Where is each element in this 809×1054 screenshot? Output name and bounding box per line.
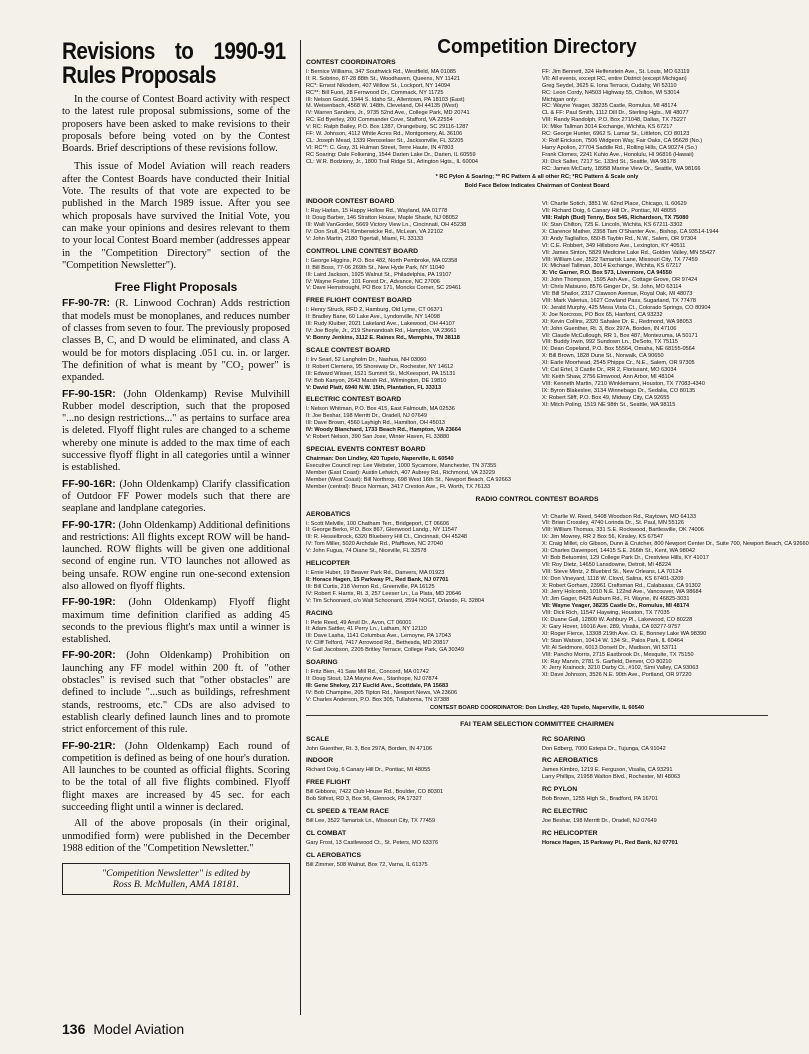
directory-entry: Bill Lee, 3522 Tamarisk Ln., Missouri City, TX 77459: [306, 818, 436, 825]
board-heading: AEROBATICS: [306, 510, 351, 518]
board-heading: SCALE: [306, 735, 330, 743]
directory-entry: VII: All events, except RC, entire District (except Michigan): [542, 75, 687, 82]
directory-entry: VIII: William Thomas, 331 S.E. Rockwood, Bartlesville, OK 74006: [542, 527, 704, 534]
board-heading: RC HELICOPTER: [542, 830, 598, 838]
directory-entry: III: Bill Curtis, 218 Vernon Rd., Greenville, PA 16125: [306, 583, 435, 590]
directory-entry: IV: Don Srull, 341 Kimberwicke Rd., McLean, VA 22102: [306, 229, 444, 236]
directory-entry: VII: Al Seidmore, 6013 Dorsett Dr., Madison, WI 53711: [542, 644, 677, 651]
directory-entry: IX: Jim Mowrey, RR 2 Box 56, Kinsley, KS 67547: [542, 534, 664, 541]
directory-entry: I: Ray Harlan, 15 Happy Hollow Rd., Wayland, MA 01778: [306, 208, 448, 215]
directory-entry: IX: Ray Marvin, 2781 S. Garfield, Denver, CO 80210: [542, 658, 672, 665]
directory-entry: FF: W. Johnson, 4112 White Acres Rd., Montgomery, AL 36106: [306, 131, 463, 138]
directory-entry: VI: Bob Betuomini, 129 College Park Dr., Crestview Hills, KY 41017: [542, 554, 709, 561]
board-heading: FREE FLIGHT: [306, 779, 351, 787]
directory-entry: XI: Roger Fierce, 13308 219th Ave. Ct. E, Bonney Lake WA 98390: [542, 630, 707, 637]
directory-entry: XI: Earle Moorhead, 2545 Phipps Cr., N.E., Salem, OR 97305: [542, 360, 695, 367]
directory-entry: XI: Andy Tagliafico, 650-B Taybin Rd., N.W., Salem, OR 97304: [542, 235, 697, 242]
directory-entry: VIII: Buddy Irwin, 992 Sundown Ln., DeSoto, TX 75115: [542, 339, 678, 346]
directory-entry: FF: Jim Bennett, 324 Helfenstein Ave., St. Louis, MO 63119: [542, 68, 690, 75]
board-heading: RACING: [306, 609, 333, 617]
coordinators-heading: CONTEST COORDINATORS: [306, 58, 396, 66]
directory-entry: V: Tim Schoonard, c/o Walt Schoonard, 2594 NOGT, Orlando, FL 32804: [306, 597, 485, 604]
directory-entry: Bill Gibbons, 7422 Club House Rd., Boulder, CO 80301: [306, 789, 444, 796]
directory-entry: IX: Michael Tallman, 3014 Exchange, Wichita, KS 67217: [542, 263, 682, 270]
directory-entry: II: Robert Clemens, 95 Shoreway Dr., Rochester, NY 14612: [306, 363, 454, 370]
proposal-item: [62, 520, 290, 594]
directory-entry: VI: RC**: C. Gray, 31 Hulman Street, Terre Haute, IN 47803: [306, 144, 454, 151]
article-title: Revisions to 1990-91 Rules Proposals: [62, 38, 286, 89]
directory-entry: Don Edberg, 7000 Estepa Dr., Tujunga, CA 91042: [542, 745, 666, 752]
board-heading: ELECTRIC CONTEST BOARD: [306, 396, 402, 404]
proposal-text: (John Oldenkamp) Prohibition on launching any FF model within 200 ft. of "other obstacles" is revised such that "other obstacles" are defined to include "...such as buildings, refreshment stands, restrooms, etc." CDs are also advised to establish clearly defined launch lines and to promote strict enforcement of this rule.: [62, 650, 290, 736]
directory-entry: VII: Keith Shaw, 2756 Elmwood, Ann Arbor, MI 48104: [542, 373, 674, 380]
directory-entry: I: Irv Searl, 52 Langholm Dr., Nashua, NH 03060: [306, 356, 427, 363]
directory-entry: V: Dave Hemstrought, PO Box 171, Moncks Corner, SC 29461: [306, 285, 462, 292]
directory-entry: X: Jerry Krainock, 3210 Darby Ct., #102, Simi Valley, CA 93063: [542, 665, 699, 672]
coordinators-right: [542, 69, 768, 173]
directory-entry: IX: Don Vineyard, 1118 W. Clovd, Salina, KS 67401-3209: [542, 575, 684, 582]
directory-entry: II: Doug Barber, 146 Stratton House, Maple Shade, NJ 08052: [306, 215, 459, 222]
directory-entry: Harry Apolion, 27704 Saddle Rd., Rolling Hills, CA 90274 (So.): [542, 144, 698, 151]
directory-entry: M. Weisenbach, 4568 W. 148th, Cleveland, OH 44135 (West): [306, 103, 459, 110]
directory-entry: RC: James McCarty, 18958 Marine View Dr., Seattle, WA 98166: [542, 165, 701, 172]
directory-entry: IV: Bob Kanyon, 2643 Marsh Rd., Wilmington, DE 19810: [306, 377, 447, 384]
contest-boards-block: [306, 193, 768, 490]
fai-heading: FAI TEAM SELECTION COMMITTEE CHAIRMEN: [460, 720, 614, 728]
directory-entry: VII: Claude McCullough, RR 1, Box 487, Montezuma, IA 50171: [542, 332, 698, 339]
proposal-text: (John Oldenkamp) Each round of competition is defined as being of one hour's duration. All launches to be counted as official flights. Scoring to be the total of all five flights combined. Flyoff flight maxes are increased by 45 sec. for each succeeding flight until a winner is declared.: [62, 740, 290, 814]
directory-entry: IX: Duane Gall, 12800 W. Ashbury Pl., Lakewood, CO 80228: [542, 617, 693, 624]
credit-line: "Competition Newsletter" is edited by: [101, 868, 251, 880]
board-heading: CL COMBAT: [306, 830, 347, 838]
directory-entry: II: Doug Stout, 12A Mayne Ave., Stanhope, NJ 07874: [306, 676, 438, 682]
proposal-text: (John Oldenkamp) Flyoff flight maximum time definition clarified as adding 45 seconds to the previous flight's max until a winner is established.: [62, 597, 290, 646]
directory-entry: VII: Richard Doig, 6 Canary Hill Dr., Pontiac, MI 48055: [542, 208, 677, 215]
directory-entry: X: Bill Brown, 1828 Dune St., Norwalk, CA 90650: [542, 353, 664, 360]
board-heading: SOARING: [306, 659, 338, 667]
directory-entry: IV: Joe Boyle, Jr., 219 Shenandoah Rd., Hampton, VA 23661: [306, 328, 457, 335]
directory-entry: Richard Doig, 6 Canary Hill Dr., Pontiac, MI 48055: [306, 767, 431, 774]
intro-paragraph: This issue of Model Aviation will reach readers after the Contest Boards have conducted their Initial Vote. The results of that vote are expected to be published in the March 1989 issue. After you see which proposals have survived the Initial Vote, you can make your opinions and desires relevant to them to your local Contest Board member (addresses appear in the "Competition Directory" section of the "Competition Newsletter").: [62, 161, 290, 271]
directory-entry: Horace Hagen, 15 Parkway Pl., Red Bank, NJ 07701: [542, 840, 678, 847]
proposal-item: [62, 479, 290, 516]
directory-entry: Joe Beshar, 198 Merritt Dr., Oradell, NJ 07649: [542, 818, 657, 825]
directory-entry: X: Craig Millet, c/o Gibson, Dunn & Crutcher, 800 Newport Center Dr., Suite 700, Newport Beach, CA 92660: [542, 541, 809, 548]
directory-entry: V: John Martin, 2180 Tigertail, Miami, FL 33133: [306, 235, 424, 242]
proposal-id: FF-90-16R:: [62, 478, 116, 490]
rc-boards-block: [306, 506, 809, 704]
proposal-text: (John Oldenkamp) Additional definitions and restrictions: All flights except ROW will be hand-launched. ROW flights will be given one additional second of engine run. VTO launches not allowed as being unsafe. ROW engine run one-second extension also allowed on flyoff flights.: [62, 519, 290, 592]
directory-entry: X: Clarence Mather, 2358 Tam O'Shanter Ave., Bishop, CA 93514-1944: [542, 228, 719, 235]
directory-entry: Gary Frost, 13 Castlewood Ct., St. Peters, MO 63376: [306, 840, 439, 847]
directory-entry: VI: Charlie Sotich, 3851 W. 62nd Place, Chicago, IL 60629: [542, 201, 687, 208]
directory-entry: X: Gary Hover, 16016 Ave. 289, Visalia, CA 93277-9757: [542, 624, 681, 630]
directory-entry: CL & FF: Paul Smith, 1112 Dill Dr., Sterling Hgts., MI 48077: [542, 110, 689, 117]
editor-credit-box: [62, 863, 290, 895]
proposal-item: [62, 650, 290, 736]
directory-entry: I: Scott Melville, 100 Chatham Terr., Bridgeport, CT 06606: [306, 520, 450, 527]
directory-entry: IX: Jerald Murphy, 425 Mesa Vista Ct., Colorado Springs, CO 80904: [542, 304, 711, 311]
directory-entry: I: Bernice Williams, 347 Southwick Rd., Westfield, MA 01085: [306, 68, 457, 75]
directory-entry: VI: Cal Ertel, 3 Castle Dr., RR 2, Florissant, MO 63034: [542, 367, 677, 374]
directory-entry: III: Dave Brown, 4560 Layhigh Rd., Hamilton, OH 45013: [306, 420, 445, 427]
directory-entry: IV: Warren Sanders, Jr., 9735 52nd Ave., College Park, MD 20741: [306, 110, 470, 117]
directory-entry: XI: Jerry Holcomb, 1010 N.E. 122nd Ave., Vancouver, WA 98684: [542, 589, 702, 596]
directory-entry: XI: Kevin Collins, 2320 Sahalee Dr. E., Redmond, WA 98053: [542, 318, 692, 325]
directory-entry: Frank Clomes, 2241 Kuhio Ave., Honolulu, HI 96816 (Hawaii): [542, 151, 694, 158]
directory-entry: II: Joe Beshar, 198 Merritt Dr., Oradell, NJ 07649: [306, 413, 427, 420]
fai-right: [542, 731, 768, 869]
board-heading: SPECIAL EVENTS CONTEST BOARD: [306, 445, 426, 453]
directory-entry: Michigan only:: [542, 96, 578, 103]
directory-entry: RC: Wayne Yeager, 38235 Castle, Romulus, MI 48174: [542, 103, 677, 110]
directory-entry: VI: Charlie W. Reed, 5408 Woodson Rd., Raytown, MO 64133: [542, 513, 697, 520]
rc-boards-heading: RADIO CONTROL CONTEST BOARDS: [475, 495, 599, 503]
directory-entry: XI: Charles Davenport, 14415 S.E. 266th St., Kent, WA 98042: [542, 548, 696, 555]
directory-entry: X: Joe Norcross, PO Box 65, Hanford, CA 93232: [542, 311, 663, 318]
directory-entry: VI: John Guenther, Rt. 3, Box 297A, Borden, IN 47106: [542, 325, 677, 332]
directory-entry: Greg Seydel, 3625 E. Iona Terrace, Cudahy, WI 53110: [542, 82, 677, 89]
directory-entry: Member (West Coast): Bill Northrop, 698 West 16th St., Newport Beach, CA 92663: [306, 476, 511, 483]
directory-entry: I: Nelson Whitman, P.O. Box 415, East Falmouth, MA 02536: [306, 406, 455, 413]
directory-entry: Bob Brown, 1255 High St., Bradford, PA 16701: [542, 796, 658, 803]
rc-boards-right: [542, 506, 809, 704]
directory-entry: John Guenther, Rt. 3, Box 297A, Borden, IN 47106: [306, 745, 432, 752]
directory-entry: II: Bill Boss, 77-06 269th St., New Hyde Park, NY 11040: [306, 264, 445, 271]
directory-entry: V: John Fugua, 74 Diane St., Niceville, FL 32578: [306, 548, 427, 555]
directory-entry: III: Edward Wisser, 1521 Summit St., McKeesport, PA 15131: [306, 370, 456, 377]
proposal-item: [62, 389, 290, 475]
directory-entry: Larry Phillips, 21958 Walton Blvd., Rochester, MI 48063: [542, 774, 681, 781]
directory-entry: VI: C.E. Robbert, 349 Hillsboro Ave., Lexington, KY 40511: [542, 242, 686, 249]
directory-entry: IV: Cliff Telford, 7417 Arrowood Rd., Bethesda, MD 20817: [306, 640, 449, 647]
directory-entry: RC*: Ernest Nikodem, 407 Willow St., Lockport, NY 14094: [306, 82, 451, 89]
directory-entry: V: David Platt, 6940 N.W. 15th, Plantation, FL 33313: [306, 384, 442, 391]
directory-entry: VIII: Steve Mintz, 2 Bluebird St., New Orleans, LA 70124: [542, 568, 682, 575]
directory-entry: I: Ernie Huber, 19 Beaver Park Rd., Danvers, MA 01923: [306, 570, 445, 577]
directory-entry: I: George Higgins, P.O. Box 482, North Pembroke, MA 02358: [306, 257, 458, 264]
directory-entry: III: R. Hesselbrock, 6320 Blueberry Hill Ct., Cincinnati, OH 45248: [306, 534, 468, 541]
directory-entry: IV: Wayne Foster, 101 Forest Dr., Advance, NC 27006: [306, 278, 440, 285]
page-number: 136: [62, 1021, 86, 1037]
board-heading: RC PYLON: [542, 786, 578, 794]
directory-entry: RC: George Hunter, 6962 S. Lamar St., Littleton, CO 80123: [542, 131, 690, 138]
proposal-text: (R. Linwood Cochran) Adds restriction that models must be monoplanes, and reduces number of classes from seven to four. The previously proposed classes B, C, and D would be eliminated, and class A would be for motors displacing .051 cu. in. or larger. The definition of what is meant by "CO₂ power" is expanded.: [62, 298, 290, 384]
proposal-list: [62, 298, 290, 814]
directory-entry: Executive Council rep: Lee Webster, 1000 Sycamore, Manchester, TN 37355: [306, 462, 497, 469]
directory-entry: VI: Jim Gager, 8425 Auburn Rd., Ft. Wayne, IN 46825-3031: [542, 596, 690, 603]
directory-entry: X: Rolf Erickson, 7506 Widgeon Way, Fair Oaks, CA 95628 (No.): [542, 137, 703, 144]
board-heading: RC SOARING: [542, 735, 586, 743]
directory-entry: VIII: Randy Randolph, P.O. Box 271048, Dallas, TX 75227: [542, 117, 687, 124]
coordinators-left: [306, 69, 532, 173]
directory-entry: VII: James Sinton, 5829 Medicine Lake Rd., Golden Valley, MN 55427: [542, 249, 716, 256]
directory-entry: V: Bonny Jenkins, 3112 E. Raines Rd., Memphis, TN 38118: [306, 335, 460, 341]
directory-entry: VI: Stan Watson, 10414 W. 134 St., Palos Park, IL 60464: [542, 637, 684, 644]
directory-entry: IX: Mike Tallman 3014 Exchange, Wichita, KS 67217: [542, 124, 673, 131]
proposal-id: FF-90-21R:: [62, 740, 116, 752]
directory-entry: X: Vic Garner, P.O. Box 573, Livermore, CA 94550: [542, 270, 672, 277]
directory-entry: V: Gail Jacobson, 2205 Britley Terrace, College Park, GA 30349: [306, 647, 464, 654]
directory-entry: CL: Joseph Mead, 1339 Rensselaer St., Jacksonville, FL 32205: [306, 137, 464, 144]
board-heading: FREE FLIGHT CONTEST BOARD: [306, 297, 412, 305]
board-heading: INDOOR: [306, 757, 334, 765]
directory-entry: III: Gene Shekey, 217 Euclid Ave., Scottdale, PA 15683: [306, 682, 449, 689]
directory-entry: III: Rudy Kluiber, 2021 Lakeland Ave., Lakewood, OH 44107: [306, 321, 455, 328]
directory-entry: I: Henry Struck, RFD 2, Hamburg, Old Lyme, CT 06371: [306, 307, 443, 314]
proposal-text: (John Oldenkamp) Revise Mulvihill Rubber model description, such that the proposed "...no design restrictions..." as pertains to surface area is deleted. Flyoff flight rules are changed to a scheme whereby one minute is added to the max time of each successive flyoff flight in all categories until a winner is established.: [62, 388, 290, 474]
divider: [306, 715, 768, 716]
proposal-id: FF-90-15R:: [62, 388, 116, 400]
directory-entry: III: Dave Lasha, 1141 Columbus Ave., Lemoyne, PA 17043: [306, 633, 451, 640]
directory-entry: Member (central): Bruce Norman, 3417 Creston Ave., Ft. Worth, TX 76133: [306, 483, 491, 490]
competition-directory: [306, 36, 809, 869]
column-divider: [300, 40, 301, 1015]
directory-entry: IV: Robert F. Harris, Rt. 3, 257 Leeser Ln., La Plata, MD 20646: [306, 590, 462, 597]
directory-entry: Bob Stifest, RD 3, Box 56, Glenrock, PA 17327: [306, 796, 422, 803]
directory-entry: James Kimbro, 1219 E. Ferguson, Visalia, CA 93291: [542, 767, 673, 774]
rc-coordinator-line: CONTEST BOARD COORDINATOR: Don Lindley, 420 Tupelo, Naperville, IL 60540: [430, 704, 644, 711]
directory-entry: XI: John Thompson, 1595 Ash Ave., Cottage Grove, OR 97424: [542, 277, 698, 284]
rc-boards-left: [306, 506, 532, 704]
board-heading: CL SPEED & TEAM RACE: [306, 808, 389, 816]
proposal-id: FF-90-19R:: [62, 597, 116, 609]
directory-entry: VIII: Ralph (Bud) Tenny, Box 545, Richardson, TX 75080: [542, 215, 689, 222]
page-footer: [62, 1021, 184, 1037]
directory-entry: VI: Chris Matsuno, 8576 Ginger Dr., St. John, MO 63114: [542, 284, 682, 291]
directory-entry: III: Laird Jackson, 1925 Walnut St., Philadelphia, PA 19107: [306, 271, 452, 278]
proposal-id: FF-90-7R:: [62, 298, 110, 310]
directory-entry: X: Robert Sliff, P.O. Box 49, Midway City, CA 92655: [542, 394, 670, 401]
directory-entry: IX: Dean Copeland, P.O. Box 55564, Omaha, NE 68155-0564: [542, 346, 695, 353]
directory-entry: IV: Bob Champine, 205 Tipton Rd., Newport News, VA 23606: [306, 689, 458, 696]
contest-boards-right: [542, 193, 768, 490]
directory-entry: X: Robert Gorham, 23961 Craftsman Rd., Calabasas, CA 91302: [542, 582, 701, 589]
directory-entry: VII: Wayne Yeager, 38235 Castle Dr., Romulus, MI 48174: [542, 603, 690, 610]
directory-title: Competition Directory: [437, 36, 637, 58]
directory-entry: I: Pete Reed, 49 Anvil Dr., Avon, CT 06001: [306, 619, 412, 626]
fai-block: [306, 731, 768, 869]
free-flight-heading: Free Flight Proposals: [114, 280, 238, 295]
directory-entry: XI: Mitch Poling, 1519 NE 98th St., Seattle, WA 98115: [542, 401, 676, 408]
coordinator-footnote: * RC Pylon & Soaring; ** RC Pattern & all other RC; *RC Pattern & Scale only: [435, 173, 639, 180]
directory-entry: CL: W.R. Bodziony, Jr., 1800 Trail Ridge St., Arlington Hgts., IL 60004: [306, 158, 478, 165]
proposal-item: [62, 741, 290, 815]
directory-entry: VIII: Pancho Morris, 2715 Eastbrook Dr., Mesquite, TX 75150: [542, 651, 694, 658]
board-heading: RC AEROBATICS: [542, 757, 598, 765]
directory-entry: VIII: Dick Rich, 11547 Haywing, Houston, TX 77035: [542, 610, 670, 617]
directory-entry: IX: Byron Blakeslee, 3134 Winnebago Dr., Sedalia, CO 80135: [542, 387, 696, 394]
proposal-item: [62, 298, 290, 384]
directory-entry: IV: Woody Blanchard, 1733 Beach Rd., Hampton, VA 23664: [306, 427, 462, 434]
directory-entry: III: Walt VanGorder, 5669 Victory View Ln., Cincinnati, OH 45238: [306, 222, 467, 229]
directory-entry: III: Nelson Gould, 1944 S. Idaho St., Allentown, PA 18103 (East): [306, 96, 465, 103]
directory-entry: XI: Dave Johnson, 3526 N.E. 90th Ave., Portland, OR 97220: [542, 672, 692, 679]
directory-entry: Bill Zimmer, 508 Walnut, Box 72, Varna, IL 61375: [306, 861, 428, 868]
directory-entry: RC: Ed Byerley, 200 Commander Cove, Stafford, VA 22554: [306, 117, 453, 124]
board-heading: HELICOPTER: [306, 560, 350, 568]
proposal-id: FF-90-20R:: [62, 650, 116, 662]
magazine-name: Model Aviation: [93, 1021, 185, 1037]
coordinators-block: [306, 69, 768, 173]
directory-entry: VIII: William Lee, 3522 Tamarisk Lane, Missouri City, TX 77459: [542, 256, 698, 263]
directory-entry: II: Horace Hagen, 15 Parkway Pl., Red Bank, NJ 07701: [306, 576, 449, 583]
credit-line: Ross B. McMullen, AMA 18181.: [112, 879, 240, 891]
directory-entry: II: George Berko, P.O. Box 867, Glenwood Landg., NY 11547: [306, 527, 458, 534]
directory-entry: I: Fritz Bien, 41 Saw Mill Rd., Concord, MA 01742: [306, 669, 429, 676]
board-heading: CONTROL LINE CONTEST BOARD: [306, 247, 419, 255]
directory-entry: II: Adam Sattler, 41 Perry Ln., Latham, NY 12110: [306, 626, 427, 633]
directory-entry: Chairman: Don Lindley, 420 Tupelo, Naperville, IL 60540: [306, 455, 454, 462]
board-heading: CL AEROBATICS: [306, 851, 362, 859]
intro-paragraph: In the course of Contest Board activity with respect to the latest rule proposal submissions, some of the proposers have been asked to make revisions to their proposals before being voted on by the Contest Boards. Brief descriptions of these revisions follow.: [62, 94, 290, 155]
chairman-note: Bold Face Below Indicates Chairman of Contest Board: [464, 183, 610, 190]
directory-entry: VIII: Mark Valerius, 1627 Cowland Pass, Sugarland, TX 77478: [542, 298, 697, 304]
directory-entry: XI: Dick Salter, 7217 Sc. 133rd St., Seattle, WA 98178: [542, 158, 676, 165]
directory-entry: II: Bradley Bane, 60 Lake Ave., Lyndonville, NY 14098: [306, 314, 440, 321]
directory-entry: VII: Brian Crossley, 4740 Lorinda Dr., St. Paul, MN 55126: [542, 520, 684, 527]
board-heading: INDOOR CONTEST BOARD: [306, 198, 395, 206]
directory-entry: RC Soaring: Dale Folkening, 1544 Darien Lake Dr., Darien, IL 60559: [306, 151, 476, 158]
board-heading: SCALE CONTEST BOARD: [306, 346, 391, 354]
directory-entry: IX: Stan Chilton, 725 E. Lincoln, Wichita, KS 67211-3302: [542, 222, 683, 229]
outro-paragraph: All of the above proposals (in their original, unmodified form) were published in the December 1988 edition of the "Competition Newsletter.": [62, 818, 290, 854]
directory-entry: VII: Bill Shailor, 2317 Clawson Avenue, Royal Oak, MI 48073: [542, 291, 693, 298]
fai-left: [306, 731, 532, 869]
directory-entry: V: RC: Ralph Bailey, P.O. Box 1287, Orangeburg, SC 29116-1287: [306, 124, 469, 131]
directory-entry: II: R. Sobrino, 87-28 88th St., Woodhaven, Queens, NY 11421: [306, 75, 460, 82]
directory-entry: RC: Leon Cordy, N4503 Highway 55, Chilton, WI 53014: [542, 89, 680, 96]
board-heading: RC ELECTRIC: [542, 808, 588, 816]
directory-entry: Member (East Coast): Austin Lefwich, 407 Aubrey Rd., Richmond, VA 23229: [306, 469, 495, 476]
proposal-text: (John Oldenkamp) Clarify classification of Outdoor FF Power models such that there are seaplane and landplane categories.: [62, 478, 290, 515]
directory-entry: VIII: Kenneth Martin, 7210 Winklemann, Houston, TX 77083-4340: [542, 380, 705, 387]
contest-boards-left: [306, 193, 532, 490]
directory-entry: VII: Roy Dietz, 14650 Lansdowne, Detroit, MI 48224: [542, 561, 672, 568]
directory-entry: RC**: Bill Fuori, 28 Fernwood Dr., Commack, NY 11725: [306, 89, 444, 96]
proposal-item: [62, 597, 290, 646]
rules-revisions-column: [62, 40, 290, 895]
directory-entry: V: Charles Anderson, P.O. Box 305, Tullahoma, TN 37388: [306, 696, 450, 703]
proposal-id: FF-90-17R:: [62, 519, 116, 531]
directory-entry: IV: Tom Miller, 5020 Archdale Rd., Pfafftown, NC 27040: [306, 541, 444, 548]
directory-entry: V: Robert Nelson, 390 San Jose, Winter Haven, FL 33880: [306, 434, 450, 441]
